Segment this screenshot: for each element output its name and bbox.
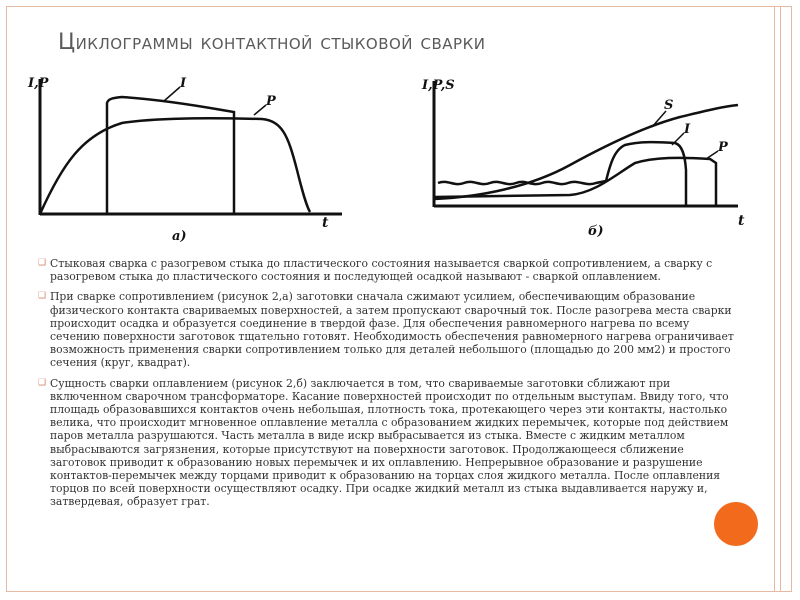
figure-b-label-p: P [718, 140, 728, 155]
figure-a-curve-p [40, 118, 310, 214]
figure-b-leader-p [706, 151, 718, 159]
figure-b-label-i: I [684, 122, 691, 137]
figure-b-x-label: t [738, 213, 745, 229]
paragraph-text: При сварке сопротивлением (рисунок 2,а) заготовки сначала сжимают усилием, обеспечивающим образование физического контакта свариваемых поверхностей, а затем пропускают сварочный ток. После разогрева места сварки происходит осадка и образуется соединение в твердой фазе. Для обеспечения равномерного нагрева по всему сечению поверхности заготовок тщательно готовят. Необходимость обеспечения равномерного нагрева ограничивает возможность применения сварки сопротивлением только для деталей небольшого (площадью до 200 мм2) и простого сечения (круг, квадрат). [50, 290, 734, 370]
figure-a-y-label: I,P [28, 76, 49, 91]
bullet-icon: ❑ [38, 377, 47, 388]
figure-a-leader-p [254, 105, 266, 115]
figure-b-y-label: I,P,S [422, 78, 455, 93]
figure-a [22, 75, 352, 250]
frame-accent-line [774, 6, 775, 592]
frame-accent-line [780, 6, 781, 592]
figure-b [420, 75, 760, 250]
figure-b-caption: б) [588, 224, 604, 239]
paragraph [38, 257, 738, 283]
figure-a-caption: а) [172, 229, 187, 244]
body-text [38, 257, 738, 516]
figure-a-leader-i [164, 87, 180, 101]
figure-b-label-s: S [664, 98, 674, 113]
paragraph [38, 377, 738, 509]
figure-b-diagram [420, 75, 760, 250]
slide-title: Циклограммы контактной стыковой сварки [58, 30, 486, 55]
figure-a-label-i: I [180, 76, 187, 91]
bullet-icon: ❑ [38, 291, 47, 302]
paragraph-text: Стыковая сварка с разогревом стыка до пластического состояния называется сваркой сопротивлением, а сварку с разогревом стыка до пластического состояния и последующей осадкой называют - сваркой оплавлением. [50, 257, 713, 284]
decorative-circle [714, 502, 758, 546]
figure-a-diagram [22, 75, 352, 250]
bullet-icon: ❑ [38, 258, 47, 268]
paragraph [38, 290, 738, 369]
figure-a-label-p: P [266, 94, 276, 109]
paragraph-text: Сущность сварки оплавлением (рисунок 2,б) заключается в том, что свариваемые заготовки сближают при включенном сварочном трансформаторе. Касание поверхностей происходит по отдельным выступам. Ввиду того, что площадь образовавшихся контактов очень небольшая, плотность тока, протекающего через эти контакты, настолько велика, что происходит мгновенное оплавление металла с образованием жидких перемычек, которые под действием паров металла разрушаются. Часть металла в виде искр выбрасывается из стыка. Вместе с жидким металлом выбрасываются загрязнения, которые присутствуют на поверхности заготовок. Продолжающееся сближение заготовок приводит к образованию новых перемычек и их оплавлению. Непрерывное образование и разрушение контактов-перемычек между торцами приводит к образованию на торцах слоя жидкого металла. После оплавления торцов по всей поверхности осуществляют осадку. При осадке жидкий металл из стыка выдавливается наружу и, затвердевая, образует грат. [50, 376, 729, 509]
figure-a-x-label: t [322, 215, 329, 231]
figure-a-curve-i [107, 97, 234, 214]
